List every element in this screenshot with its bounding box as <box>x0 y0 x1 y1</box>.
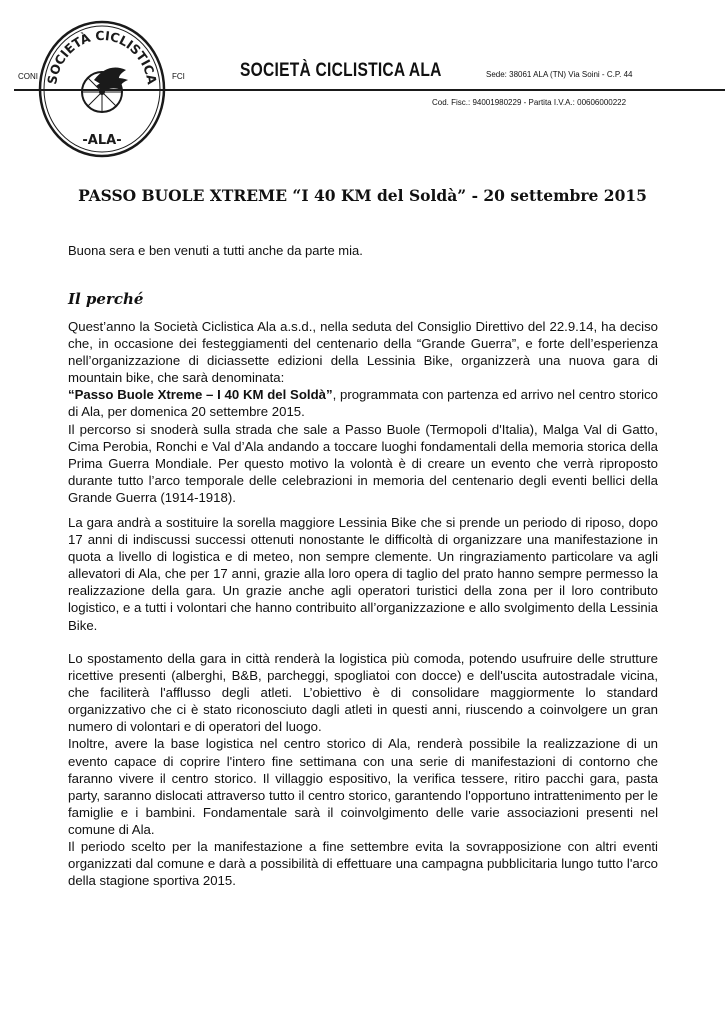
logo-text-bottom: -ALA- <box>82 133 122 148</box>
event-name: “Passo Buole Xtreme – I 40 KM del Soldà” <box>68 387 333 403</box>
paragraph-5: Lo spostamento della gara in città renderà la logistica più comoda, potendo usufruire delle strutture ricettive presenti (alberghi, B&B, parcheggi, spogliatoi con docce) e dell'uscita autostradale vicina, che faciliterà l'afflusso degli atleti. L’obiettivo è di consolidare maggiormente lo standard organizzativo che ci è stato riconosciuto dagli atleti in questi anni, riuscendo a coinvolgere un gran numero di volontari e di operatori del luogo. <box>68 651 658 735</box>
body-block-intro <box>68 318 658 506</box>
fiscal-line: Cod. Fisc.: 94001980229 - Partita I.V.A.: 00606000222 <box>432 98 627 107</box>
letterhead <box>0 0 725 165</box>
paragraph-2-rest: , programmata con partenza ed arrivo nel centro storico di Ala, per domenica 20 settembre 2015. <box>68 387 658 420</box>
paragraph-7: Il periodo scelto per la manifestazione a fine settembre evita la sovrapposizione con altri eventi organizzati dal comune e darà a possibilità di effettuare una campagna pubblicitaria lungo tutto l'arco della stagione sportiva 2015. <box>68 839 658 889</box>
paragraph-3: Il percorso si snoderà sulla strada che sale a Passo Buole (Termopoli d'Italia), Malga Val di Gatto, Cima Perobia, Ronchi e Val d’Ala andando a toccare luoghi fondamentali della memoria storica della Prima Guerra Mondiale. Per questo motivo la volontà è di creare un evento che verrà riproposto durante tutto l’arco temporale delle celebrazioni in memoria del centenario degli eventi bellici della Grande Guerra (1914-1918). <box>68 421 658 505</box>
logo-text-top: SOCIETÀ CICLISTICA <box>44 27 160 86</box>
paragraph-6: Inoltre, avere la base logistica nel centro storico di Ala, renderà possibile la realizzazione di un evento capace di coprire l'intero fine settimana con una serie di manifestazioni di contorno che faranno vivere il centro storico. Il villaggio espositivo, la verifica tessere, ritiro pacchi gara, pasta party, saranno dislocati attraverso tutto il centro storico, garantendo l'opportuno intrattenimento per le famiglie e i bambini. Fondamentale sarà il coinvolgimento delle varie associazioni presenti nel comune di Ala. <box>68 736 658 837</box>
body-block-logistics <box>68 650 658 889</box>
organization-name: SOCIETÀ CICLISTICA ALA <box>240 60 442 81</box>
letterhead-rule <box>14 89 725 91</box>
document-title: PASSO BUOLE XTREME “I 40 KM del Soldà” - 20 settembre 2015 <box>78 186 647 205</box>
greeting: Buona sera e ben venuti a tutti anche da parte mia. <box>68 243 363 258</box>
paragraph-4: La gara andrà a sostituire la sorella maggiore Lessinia Bike che si prende un periodo di riposo, dopo 17 anni di indiscussi successi ottenuti nonostante le difficoltà di organizzare una manifestazione in quota a livello di logistica e di meteo, non sempre clemente. Un ringraziamento particolare va agli allevatori di Ala, che per 17 anni, grazie alla loro opera di taglio del prato hanno sempre permesso la realizzazione della gara. Un grazie anche agli operatori turistici della zona per il loro contributo logistico, e a tutti i volontari che hanno contribuito all’organizzazione e allo svolgimento della Lessinia Bike. <box>68 515 658 633</box>
address-line: Sede: 38061 ALA (TN) Via Soini - C.P. 44 <box>486 70 633 79</box>
paragraph-1: Quest’anno la Società Ciclistica Ala a.s.d., nella seduta del Consiglio Direttivo del 22.9.14, ha deciso che, in occasione dei festeggiamenti del centenario della “Grande Guerra”, e forte dell’esperienza nell’organizzazione di diciassette edizioni della Lessinia Bike, organizzerà una nuova gara di mountain bike, che sarà denominata: <box>68 319 658 386</box>
paragraph-2 <box>68 386 658 420</box>
body-block-lessinia <box>68 514 658 634</box>
coni-label: CONI <box>18 72 38 81</box>
section-heading: Il perché <box>68 290 144 308</box>
fci-label: FCI <box>172 72 185 81</box>
